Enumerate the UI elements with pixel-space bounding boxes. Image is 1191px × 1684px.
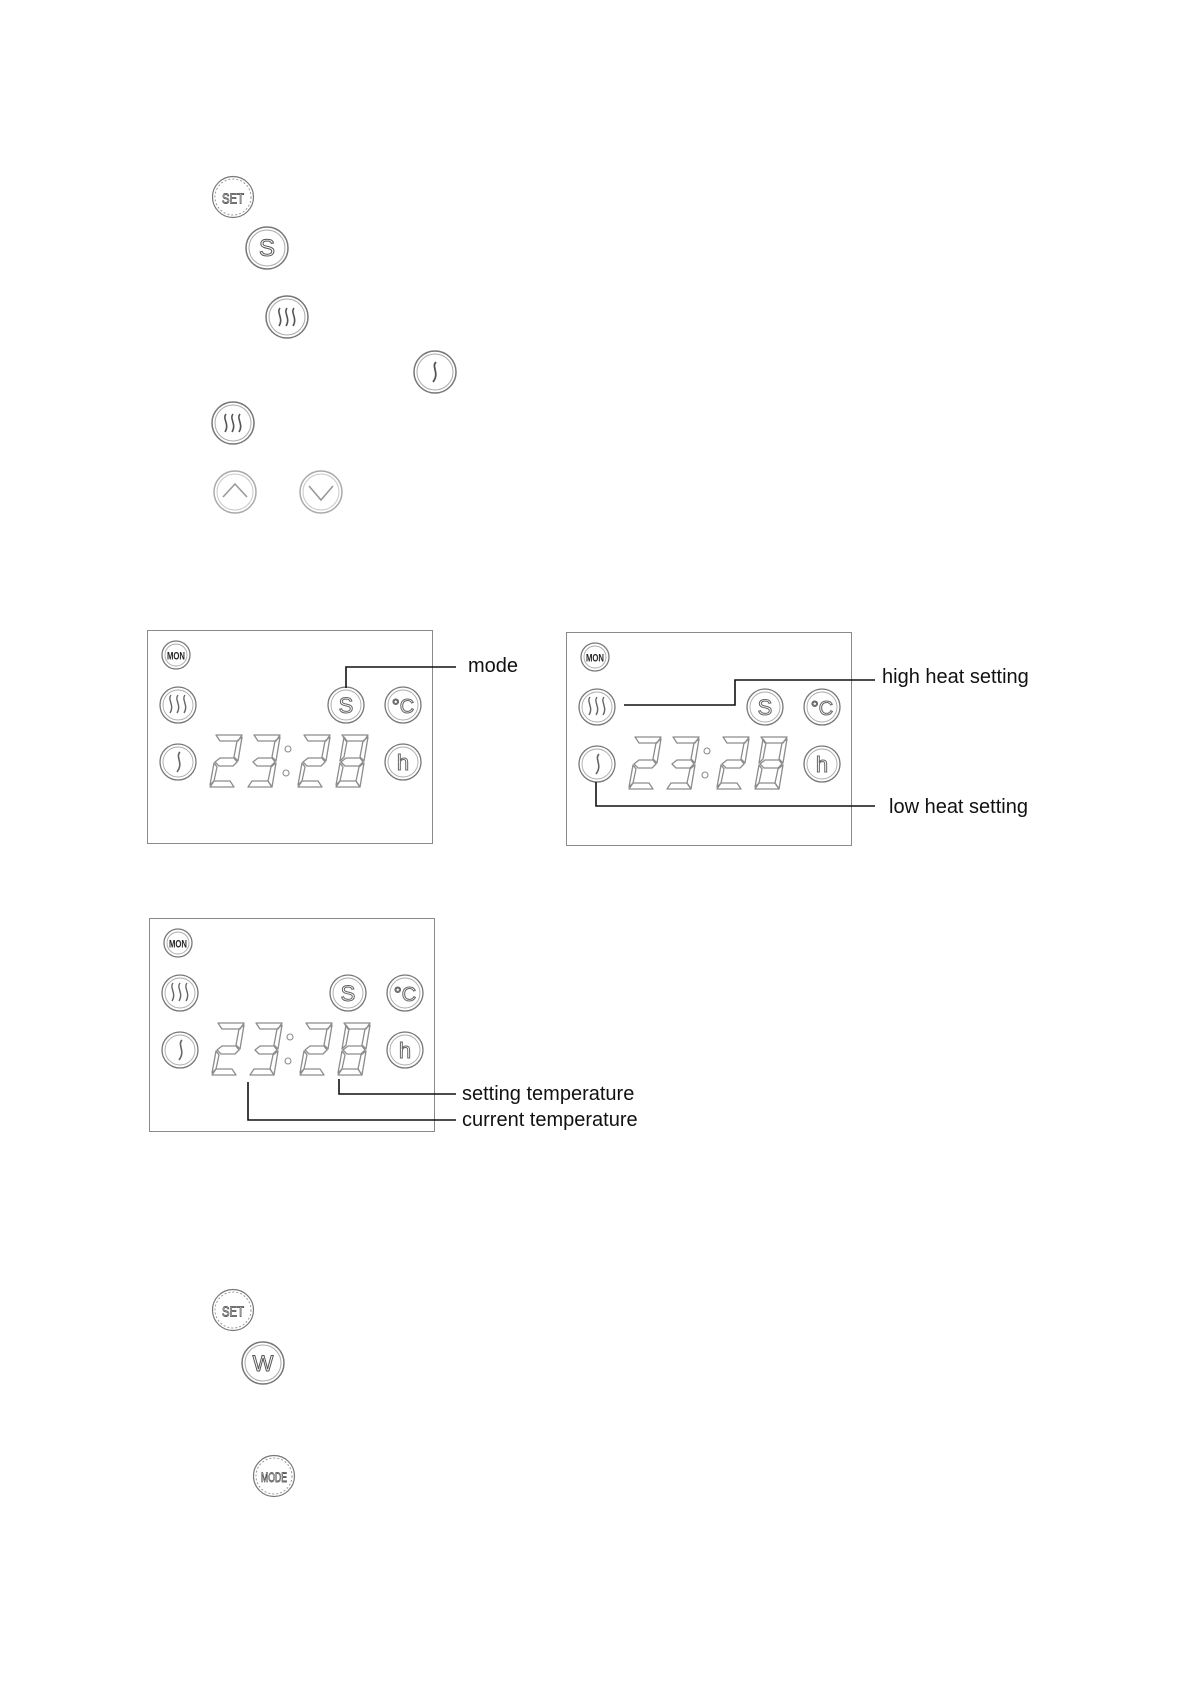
hours-label: h bbox=[815, 752, 829, 777]
mode-button-label: MODE bbox=[261, 1469, 287, 1485]
set-button-label: SET bbox=[222, 1303, 244, 1321]
day-label: MON bbox=[167, 650, 186, 663]
mode-button-icon bbox=[251, 1453, 297, 1499]
set-button-icon bbox=[210, 1287, 256, 1333]
callout-setting-temperature: setting temperature bbox=[462, 1083, 635, 1105]
leader-setting-temp bbox=[339, 1079, 456, 1094]
celsius-label: °C bbox=[391, 696, 415, 718]
callout-mode: mode bbox=[468, 655, 519, 677]
mode-symbol: S bbox=[340, 981, 356, 1006]
mode-symbol: S bbox=[757, 695, 773, 720]
celsius-label: °C bbox=[393, 984, 417, 1006]
s-button-label: S bbox=[258, 235, 276, 262]
day-label: MON bbox=[586, 652, 605, 665]
w-button-icon bbox=[240, 1340, 286, 1386]
w-button-label: W bbox=[252, 1351, 274, 1376]
set-button-label: SET bbox=[222, 190, 244, 208]
leader-low-heat bbox=[596, 782, 875, 806]
hours-label: h bbox=[398, 1038, 412, 1063]
leader-mode bbox=[346, 667, 456, 688]
celsius-label: °C bbox=[810, 698, 834, 720]
callout-high-heat: high heat setting bbox=[882, 666, 1029, 688]
mode-symbol: S bbox=[338, 693, 354, 718]
hours-label: h bbox=[396, 750, 410, 775]
callout-low-heat: low heat setting bbox=[889, 796, 1028, 818]
leader-current-temp bbox=[248, 1082, 456, 1120]
leader-high-heat bbox=[624, 680, 875, 705]
callout-current-temperature: current temperature bbox=[462, 1109, 638, 1131]
day-label: MON bbox=[169, 938, 188, 951]
